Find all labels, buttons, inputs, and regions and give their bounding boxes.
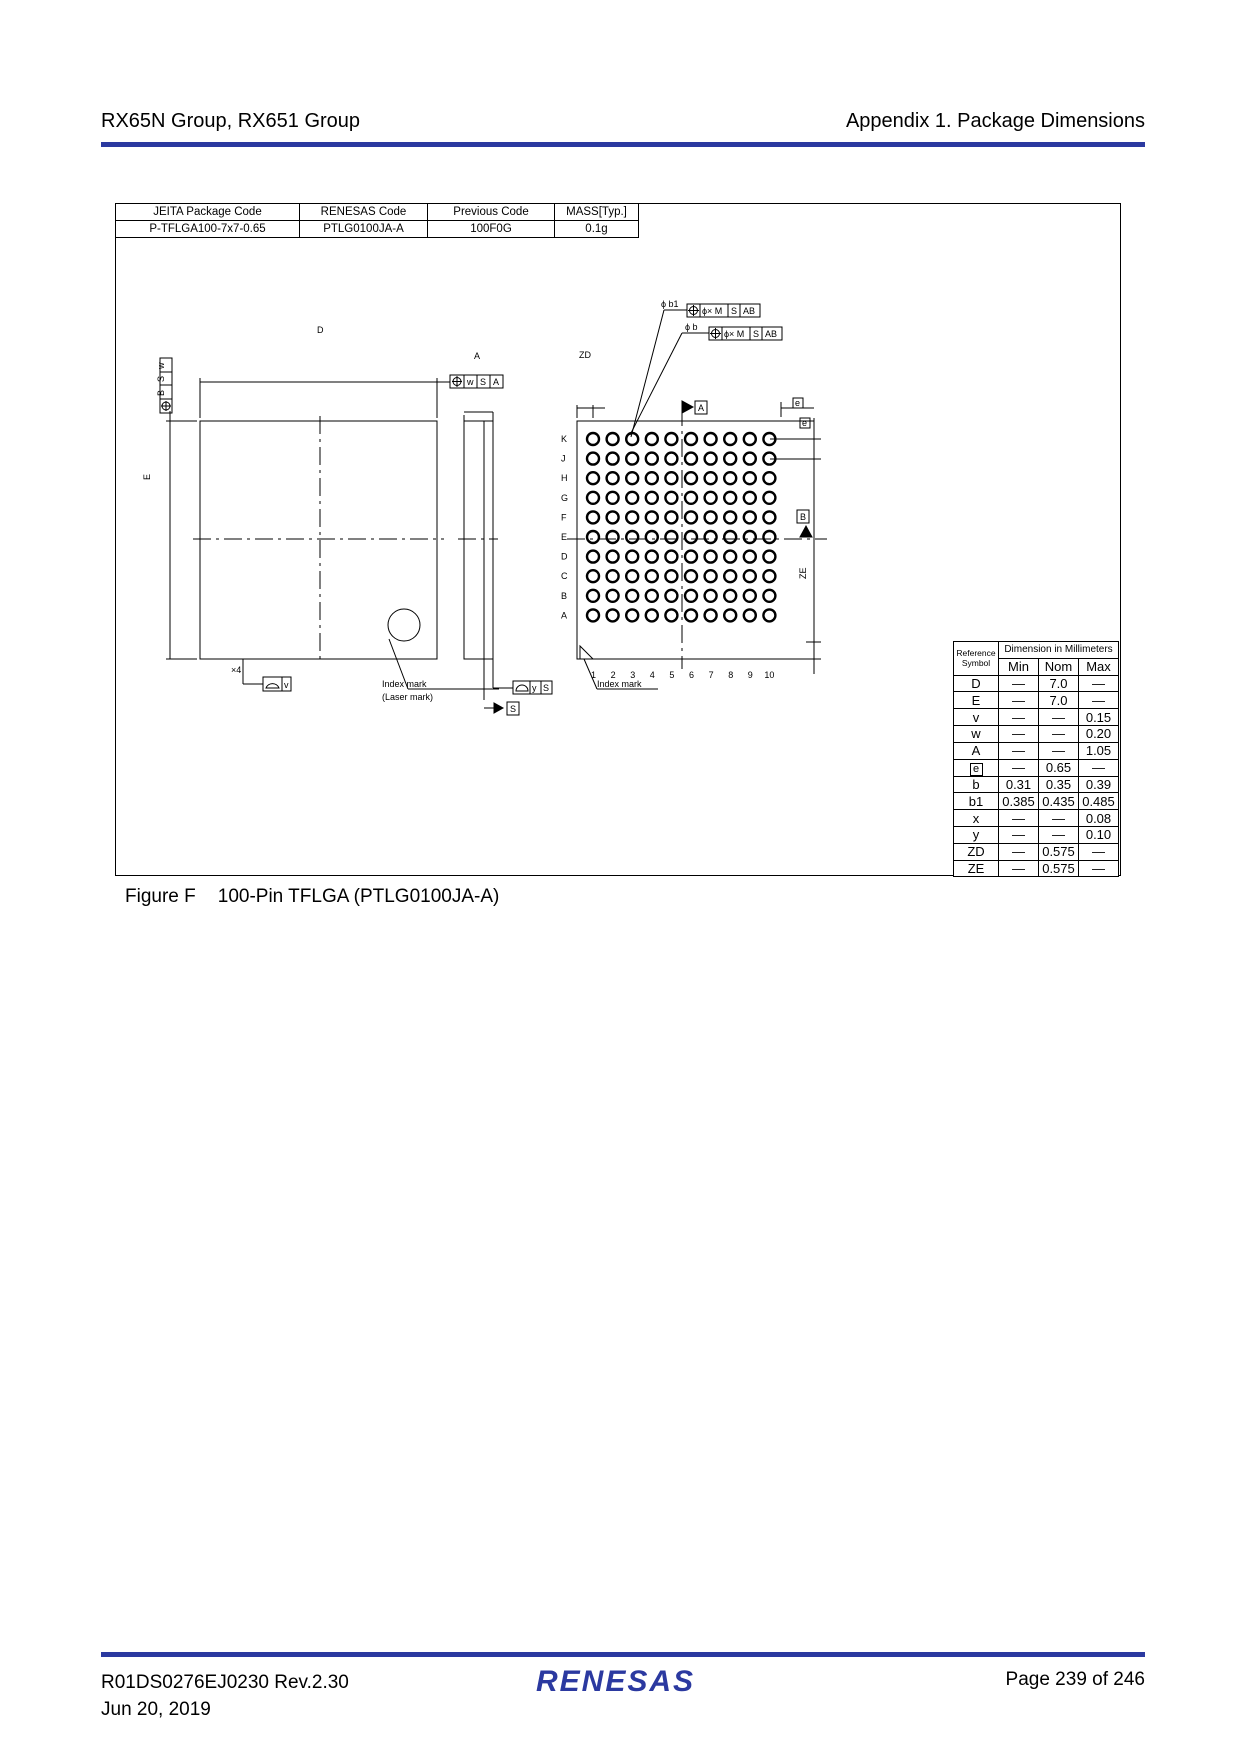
ball [646,590,658,602]
fc-wsb-s: S [156,375,166,382]
dim-row [954,810,1119,827]
dim-row [954,742,1119,759]
ball [587,609,599,621]
dim-cell-max: 0.08 [1079,810,1119,827]
ball [665,551,677,563]
row-label: G [561,492,569,503]
fc-wsa-a: A [493,377,500,387]
dim-cell-nom: — [1039,826,1079,843]
col-label: 4 [649,670,655,680]
fc-wsb-b: B [156,389,166,396]
dim-cell-sym: b1 [954,793,999,810]
ball-grid [587,433,775,621]
row-label: K [561,434,568,444]
ball [685,609,697,621]
ball [607,453,619,465]
dim-cell-max: 0.20 [1079,725,1119,742]
ball [665,492,677,504]
dim-cell-nom: 7.0 [1039,675,1079,692]
pkg-value-previous: 100F0G [428,221,555,238]
ball [646,433,658,445]
ball [744,531,756,543]
ball [607,609,619,621]
ball [724,492,736,504]
col-label: 9 [747,670,753,680]
dim-cell-sym: v [954,709,999,726]
ball [685,492,697,504]
ball [763,492,775,504]
ball [744,570,756,582]
ball [646,570,658,582]
ball [665,590,677,602]
ball [646,511,658,523]
dim-cell-sym: x [954,810,999,827]
ball [626,531,638,543]
ball [665,453,677,465]
ball [705,472,717,484]
dim-cell-min: — [999,810,1039,827]
ball [744,472,756,484]
row-label: J [561,453,566,464]
ball [744,511,756,523]
ball [705,453,717,465]
fc-b1-phi: ϕ× M [702,306,723,316]
dim-cell-sym: E [954,692,999,709]
pkg-header-renesas: RENESAS Code [300,204,428,221]
dim-cell-min: — [999,709,1039,726]
ball [607,551,619,563]
fc-b-phi: ϕ× M [724,329,745,339]
dim-cell-nom: 0.435 [1039,793,1079,810]
dim-cell-nom: 0.65 [1039,759,1079,776]
dim-row [954,709,1119,726]
fc-b1-s: S [731,306,738,316]
ball [744,453,756,465]
phi-b-label: ϕ b [685,322,698,332]
dim-cell-sym: D [954,675,999,692]
ball [705,531,717,543]
dim-cell-max: — [1079,843,1119,860]
ball [626,590,638,602]
ball [685,551,697,563]
ball [646,472,658,484]
ball [724,590,736,602]
ball [607,492,619,504]
e-symbol-box: e [970,763,983,776]
ball [685,570,697,582]
dim-cell-min: — [999,675,1039,692]
ball [646,609,658,621]
ball [705,590,717,602]
header-section: Appendix 1. Package Dimensions [845,110,1145,132]
ball [744,492,756,504]
pkg-value-jeita: P-TFLGA100-7x7-0.65 [116,221,300,238]
dim-cell-nom: 7.0 [1039,692,1079,709]
dim-cell-max: 0.10 [1079,826,1119,843]
ball [705,511,717,523]
footer-doc-number: R01DS0276EJ0230 Rev.2.30 [101,1672,349,1693]
header-rule [101,142,1145,147]
ball [665,472,677,484]
ball [685,433,697,445]
ball [646,551,658,563]
dim-header-ref [954,642,999,676]
dim-cell-sym: y [954,826,999,843]
caption-text: 100-Pin TFLGA (PTLG0100JA-A) [217,886,500,907]
label-A: A [474,351,481,361]
pkg-header-previous: Previous Code [428,204,555,221]
ball [607,531,619,543]
ball [685,590,697,602]
dim-cell-nom: 0.575 [1039,860,1079,877]
dim-row [954,692,1119,709]
ball [724,511,736,523]
dim-cell-max: 0.485 [1079,793,1119,810]
ball [646,492,658,504]
dim-cell-min: 0.31 [999,776,1039,793]
row-label: F [561,512,567,523]
pkg-value-mass: 0.1g [555,221,639,238]
dim-cell-min: — [999,860,1039,877]
row-label: B [561,590,568,601]
ball [587,551,599,563]
ball [763,609,775,621]
ball [587,570,599,582]
figure-caption [125,886,499,908]
dim-cell-nom: 0.35 [1039,776,1079,793]
dim-cell-min: — [999,826,1039,843]
ball [587,492,599,504]
label-E: E [142,473,152,480]
ball [705,609,717,621]
fc-v-label: v [284,680,289,690]
fc-ys-y: y [532,683,537,693]
row-label: A [561,610,568,621]
ball [626,472,638,484]
dim-header-max: Max [1079,658,1119,675]
index-mark-sub-label: (Laser mark) [382,692,434,702]
dim-row [954,759,1119,776]
ball [763,472,775,484]
dim-header-group: Dimension in Millimeters [999,642,1119,659]
ball [626,453,638,465]
dim-row [954,860,1119,877]
pkg-header-jeita: JEITA Package Code [116,204,300,221]
ball [763,511,775,523]
dim-cell-sym: w [954,725,999,742]
fc-ys-s: S [543,683,550,693]
dim-cell-max: — [1079,759,1119,776]
ball [607,570,619,582]
dim-row [954,725,1119,742]
ball [587,472,599,484]
ball [705,551,717,563]
dim-cell-nom: 0.575 [1039,843,1079,860]
row-label: E [561,532,568,542]
ball [724,609,736,621]
footer-date: Jun 20, 2019 [101,1699,211,1720]
col-label: 3 [630,670,636,680]
col-label: 7 [708,670,714,680]
ball [705,433,717,445]
dim-cell-sym: ZE [954,860,999,877]
ball [685,531,697,543]
ball [685,453,697,465]
dimension-table [953,641,1119,877]
ball [607,433,619,445]
ball [587,511,599,523]
dim-cell-sym [954,759,999,776]
ball [607,472,619,484]
ball [724,433,736,445]
ball [685,511,697,523]
ball [607,590,619,602]
dim-cell-min: — [999,725,1039,742]
dim-cell-min: — [999,742,1039,759]
dim-cell-max: 0.15 [1079,709,1119,726]
dim-header-ref-2: Symbol [961,658,991,669]
dim-cell-nom: — [1039,709,1079,726]
ball [626,609,638,621]
ball [744,590,756,602]
dim-header-ref-1: Reference [956,648,996,659]
dim-row [954,826,1119,843]
side-view-body [464,421,493,659]
caption-label: Figure F [125,886,196,907]
datum-S-label: S [510,704,517,714]
dim-cell-nom: — [1039,810,1079,827]
ball [744,551,756,563]
dim-cell-max: — [1079,692,1119,709]
footer-page-number: Page 239 of 246 [1005,1669,1145,1690]
e-mark-label: e [795,398,801,408]
ball [763,531,775,543]
dim-cell-min: — [999,692,1039,709]
dim-cell-sym: A [954,742,999,759]
e-mark-label-2: e [802,418,808,428]
dim-cell-sym: b [954,776,999,793]
col-label: 8 [728,670,734,680]
ball [724,570,736,582]
label-ZD: ZD [579,350,591,360]
ball [665,531,677,543]
ball [724,551,736,563]
phi-b1-label: ϕ b1 [661,299,679,309]
dim-cell-min: — [999,759,1039,776]
footer-doc-info [101,1669,349,1723]
fc-b-s: S [753,329,760,339]
ball [626,433,638,445]
pkg-value-renesas: PTLG0100JA-A [300,221,428,238]
ball [626,492,638,504]
ball [665,570,677,582]
dim-row [954,843,1119,860]
footer-rule [101,1652,1145,1657]
dim-row [954,675,1119,692]
ball [685,472,697,484]
header-title: RX65N Group, RX651 Group [101,110,361,132]
dim-cell-nom: — [1039,725,1079,742]
ball [626,551,638,563]
ball [587,531,599,543]
dim-cell-min: — [999,843,1039,860]
row-label: C [561,571,568,582]
ball [646,453,658,465]
index-mark-bottom-label: Index mark [597,679,642,689]
row-label: H [561,473,568,484]
dim-header-nom: Nom [1039,658,1079,675]
ball [646,531,658,543]
ball [744,609,756,621]
fc-wsa-s: S [480,377,487,387]
col-label: 6 [689,670,695,680]
ball [607,511,619,523]
datum-B-label: B [800,512,807,522]
label-x4: ×4 [231,665,242,675]
dim-cell-max: — [1079,860,1119,877]
fc-b1-ab: AB [743,306,756,316]
ball [724,531,736,543]
fc-wsb-w: w [156,362,166,369]
datum-A-label: A [698,403,705,413]
col-label: 1 [591,670,597,680]
ball [763,590,775,602]
label-ZE: ZE [798,567,808,579]
ball [626,511,638,523]
ball [665,609,677,621]
top-view-body [200,421,437,659]
pkg-header-mass: MASS[Typ.] [555,204,639,221]
dim-cell-max: — [1079,675,1119,692]
col-label: 10 [764,670,775,680]
ball [665,511,677,523]
ball [763,551,775,563]
renesas-logo: RENESAS [536,1665,696,1698]
dim-cell-max: 1.05 [1079,742,1119,759]
dim-cell-nom: — [1039,742,1079,759]
dim-row [954,793,1119,810]
ball [705,492,717,504]
ball [587,590,599,602]
ball [665,433,677,445]
dim-cell-sym: ZD [954,843,999,860]
ball [587,433,599,445]
ball [724,472,736,484]
dim-cell-min: 0.385 [999,793,1039,810]
ball [626,570,638,582]
fc-b-ab: AB [765,329,778,339]
row-label: D [561,551,568,562]
fc-wsa-w: w [467,377,474,387]
col-label: 2 [610,670,616,680]
index-mark-top-label: Index mark [382,679,427,689]
ball [744,433,756,445]
ball [587,453,599,465]
ball [724,453,736,465]
label-D: D [317,325,324,335]
ball [705,570,717,582]
dim-header-min: Min [999,658,1039,675]
dim-cell-max: 0.39 [1079,776,1119,793]
index-mark-circle [388,609,420,641]
ball [763,570,775,582]
col-label: 5 [669,670,675,680]
dim-row [954,776,1119,793]
